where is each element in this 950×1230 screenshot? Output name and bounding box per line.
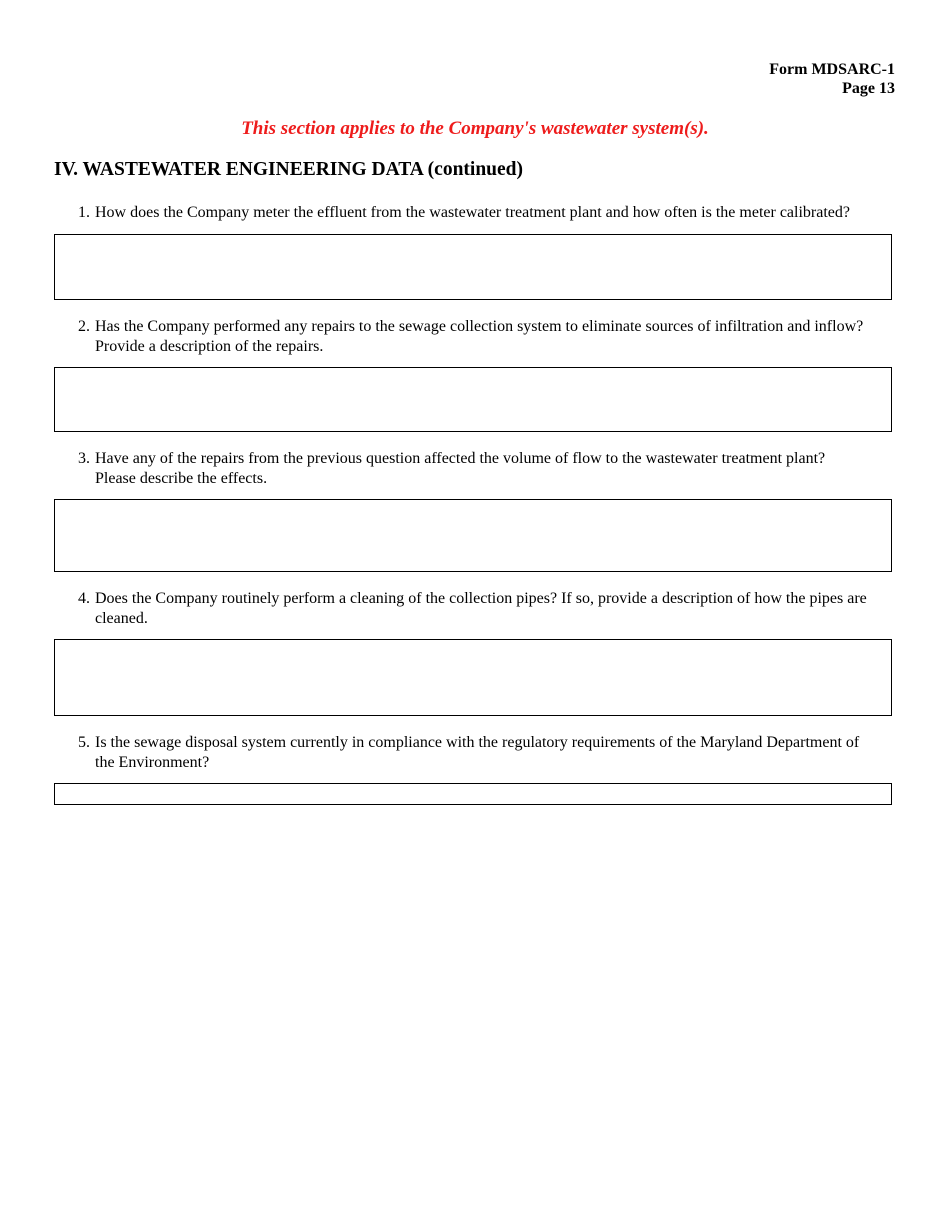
question-5 <box>78 733 868 773</box>
question-number: 4. <box>78 590 90 607</box>
answer-box-4[interactable] <box>54 639 892 716</box>
answer-box-2[interactable] <box>54 367 892 432</box>
question-text: Does the Company routinely perform a cleaning of the collection pipes? If so, provide a description of how the pipes are cleaned. <box>95 590 867 627</box>
answer-box-5[interactable] <box>54 783 892 805</box>
form-id: Form MDSARC-1 <box>769 61 895 78</box>
page-number: Page 13 <box>842 80 895 97</box>
form-header <box>769 60 895 98</box>
question-number: 5. <box>78 734 90 751</box>
question-text: How does the Company meter the effluent from the wastewater treatment plant and how often is the meter calibrated? <box>95 204 850 221</box>
section-applies-note: This section applies to the Company's wastewater system(s). <box>241 118 709 139</box>
question-number: 3. <box>78 450 90 467</box>
question-number: 1. <box>78 204 90 221</box>
question-2 <box>78 317 868 357</box>
question-3 <box>78 449 868 489</box>
question-text: Is the sewage disposal system currently in compliance with the regulatory requirements of the Maryland Department of the Environment? <box>95 734 860 771</box>
question-text: Have any of the repairs from the previous question affected the volume of flow to the wastewater treatment plant? Please describe the effects. <box>95 450 826 487</box>
question-1 <box>78 203 868 223</box>
question-number: 2. <box>78 318 90 335</box>
section-title: IV. WASTEWATER ENGINEERING DATA (continued) <box>54 159 524 180</box>
question-4 <box>78 589 868 629</box>
answer-box-3[interactable] <box>54 499 892 572</box>
question-text: Has the Company performed any repairs to the sewage collection system to eliminate sources of infiltration and inflow? Provide a description of the repairs. <box>95 318 864 355</box>
answer-box-1[interactable] <box>54 234 892 300</box>
